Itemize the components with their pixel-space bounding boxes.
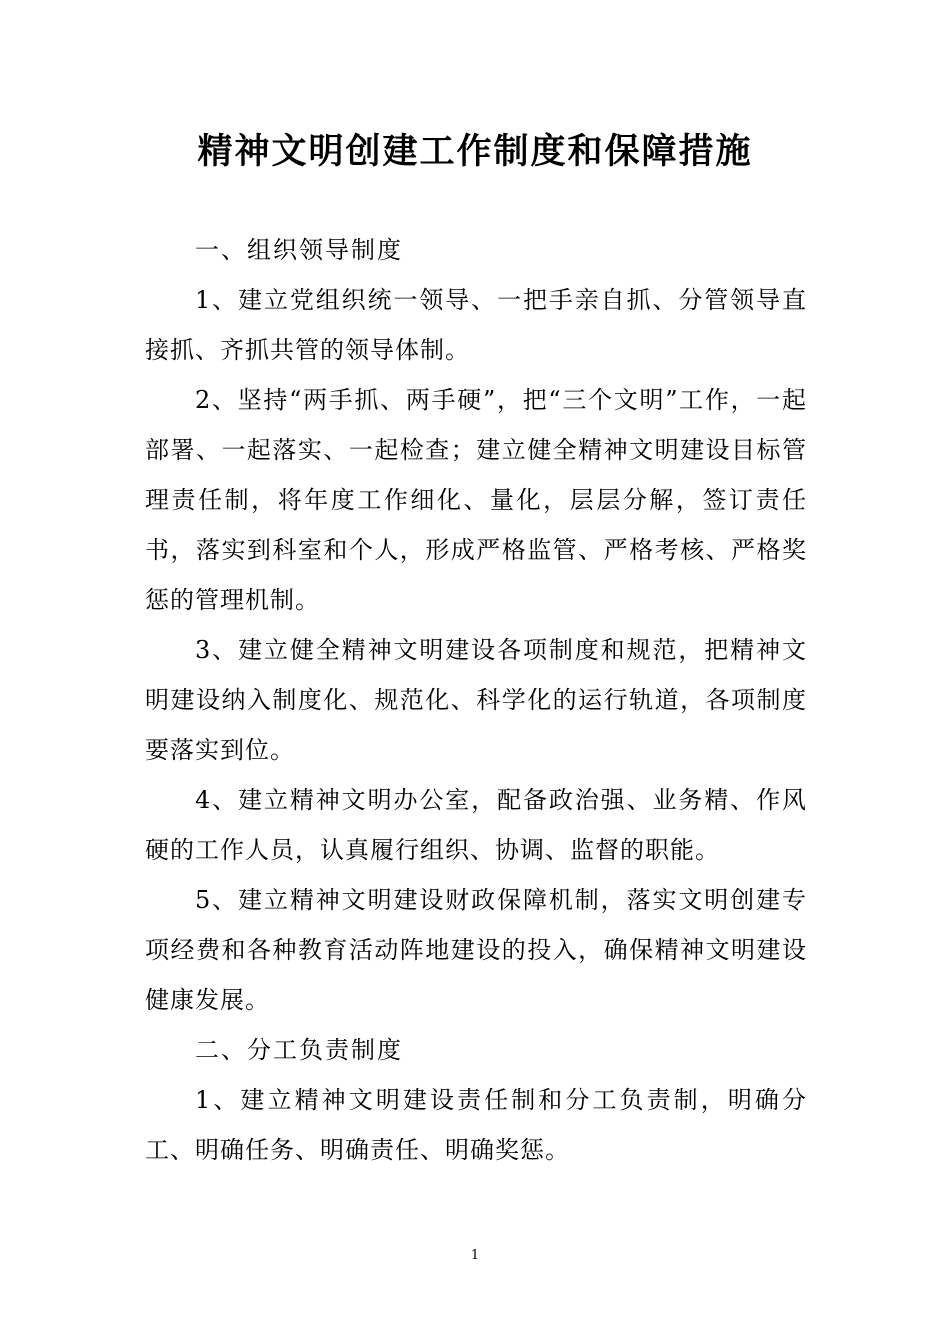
- paragraph: 2、坚持“两手抓、两手硬”，把“三个文明”工作，一起部署、一起落实、一起检查；建立健全精神文明建设目标管理责任制，将年度工作细化、量化，层层分解，签订责任书，落实到科室和个人，形成严格监管、严格考核、严格奖惩的管理机制。: [145, 386, 807, 614]
- paragraph: 3、建立健全精神文明建设各项制度和规范，把精神文明建设纳入制度化、规范化、科学化的运行轨道，各项制度要落实到位。: [145, 636, 807, 764]
- document-body: [145, 225, 807, 1175]
- paragraph: 1、建立精神文明建设责任制和分工负责制，明确分工、明确任务、明确责任、明确奖惩。: [145, 1086, 807, 1164]
- paragraph: 5、建立精神文明建设财政保障机制，落实文明创建专项经费和各种教育活动阵地建设的投入，确保精神文明建设健康发展。: [145, 886, 807, 1014]
- section-heading: 二、分工负责制度: [195, 1036, 403, 1064]
- paragraph: 1、建立党组织统一领导、一把手亲自抓、分管领导直接抓、齐抓共管的领导体制。: [145, 286, 807, 364]
- section-heading: 一、组织领导制度: [195, 236, 403, 264]
- page-number: 1: [470, 1248, 480, 1263]
- document-title: 精神文明创建工作制度和保障措施: [197, 132, 753, 172]
- paragraph: 4、建立精神文明办公室，配备政治强、业务精、作风硬的工作人员，认真履行组织、协调、监督的职能。: [145, 786, 807, 864]
